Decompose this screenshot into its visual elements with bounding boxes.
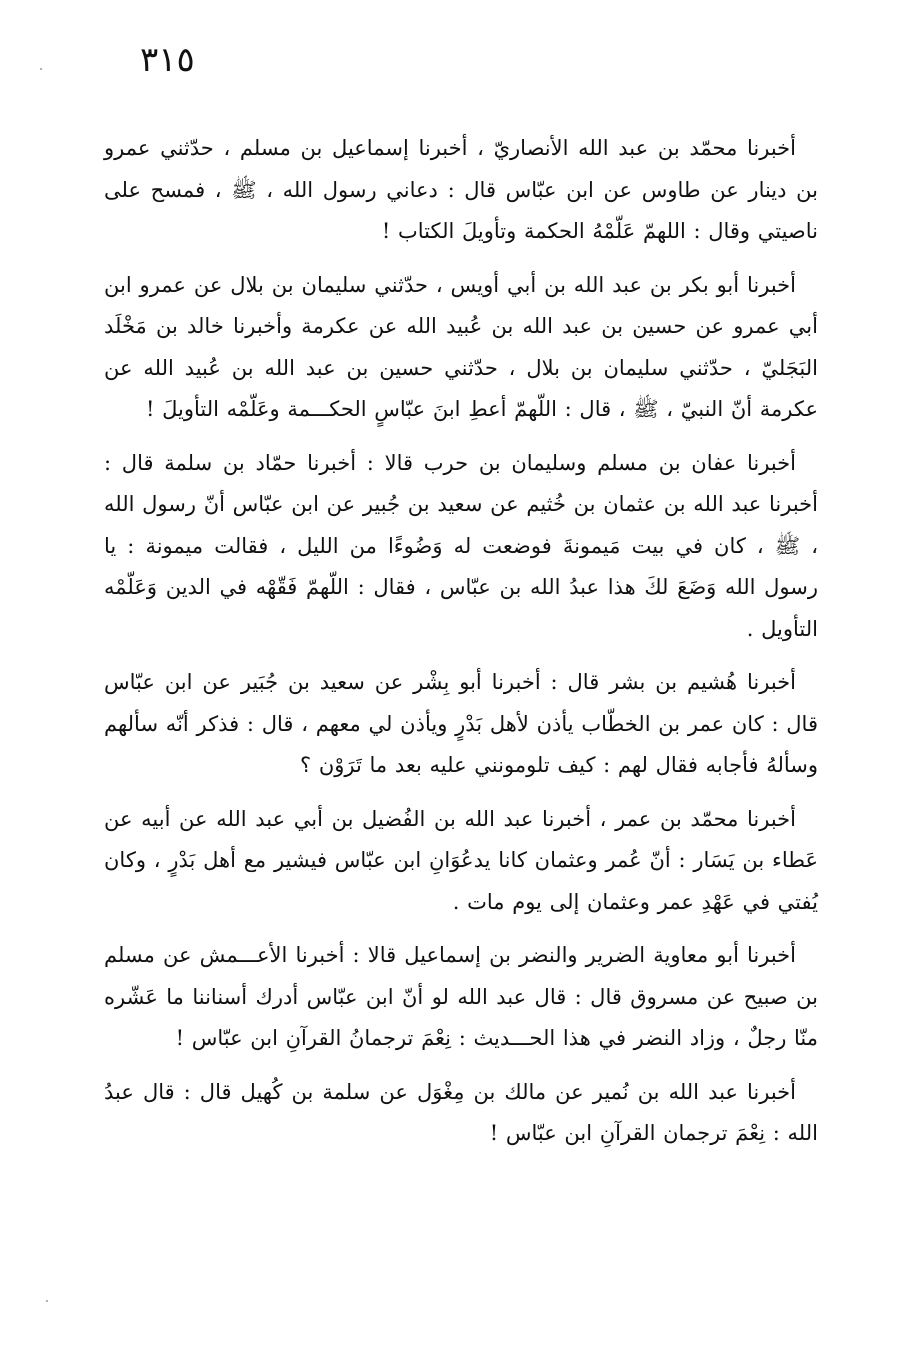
paragraph-2: أخبرنا أبو بكر بن عبد الله بن أبي أويس ، حدّثني سليمان بن بلال عن عمرو ابن أبي عمرو عن حسين بن عبد الله بن عُبيد الله عن عكرمة وأخبرنا خالد بن مَخْلَد البَجَليّ ، حدّثني سليمان بن بلال ، حدّثني حسين بن عبد الله بن عُبيد الله عن عكرمة أنّ النبيّ ، ﷺ ، قال : اللّهمّ أعطِ ابنَ عبّاسٍ الحكـــمة وعَلّمْه التأويلَ ! bbox=[104, 272, 818, 421]
scan-speck bbox=[46, 1300, 48, 1302]
paragraph-6: أخبرنا أبو معاوية الضرير والنضر بن إسماعيل قالا : أخبرنا الأعـــمش عن مسلم بن صبيح عن مسروق قال : قال عبد الله لو أنّ ابن عبّاس أدرك أسناننا ما عَشّره منّا رجلٌ ، وزاد النضر في هذا الحـــديث : نِعْمَ ترجمانُ القرآنِ ابن عبّاس ! bbox=[104, 943, 818, 1050]
page-number: ٣١٥ bbox=[140, 40, 195, 80]
paragraph-1: أخبرنا محمّد بن عبد الله الأنصاريّ ، أخبرنا إسماعيل بن مسلم ، حدّثني عمرو بن دينار عن طاوس عن ابن عبّاس قال : دعاني رسول الله ، ﷺ ، فمسح على ناصيتي وقال : اللهمّ عَلّمْهُ الحكمة وتأويلَ الكتاب ! bbox=[104, 136, 818, 243]
paragraph-7: أخبرنا عبد الله بن نُمير عن مالك بن مِغْوَل عن سلمة بن كُهيل قال : قال عبدُ الله : نِعْمَ ترجمان القرآنِ ابن عبّاس ! bbox=[104, 1079, 818, 1145]
paragraph-5: أخبرنا محمّد بن عمر ، أخبرنا عبد الله بن الفُضيل بن أبي عبد الله عن أبيه عن عَطاء بن يَسَار : أنّ عُمر وعثمان كانا يدعُوَانِ ابن عبّاس فيشير مع أهل بَدْرٍ ، وكان يُفتي في عَهْدِ عمر وعثمان إلى يوم مات . bbox=[104, 806, 818, 914]
paragraph-4: أخبرنا هُشيم بن بشر قال : أخبرنا أبو بِشْر عن سعيد بن جُبَير عن ابن عبّاس قال : كان عمر بن الخطّاب يأذن لأهل بَدْرٍ ويأذن لي معهم ، قال : فذكر أنّه سألهم وسألهُ فأجابه فقال لهم : كيف تلومونني عليه بعد ما تَرَوْن ؟ bbox=[104, 670, 818, 777]
scan-speck bbox=[40, 68, 42, 70]
paragraph-3: أخبرنا عفان بن مسلم وسليمان بن حرب قالا : أخبرنا حمّاد بن سلمة قال : أخبرنا عبد الله بن عثمان بن خُثيم عن سعيد بن جُبير عن ابن عبّاس أنّ رسول الله ، ﷺ ، كان في بيت مَيمونةَ فوضعت له وَضُوءًا من الليل ، فقالت ميمونة : يا رسول الله وَضَعَ لكَ هذا عبدُ الله بن عبّاس ، فقال : اللّهمّ فَقّهْه في الدين وَعَلّمْه التأويل . bbox=[104, 450, 818, 641]
page-body bbox=[104, 128, 818, 1155]
